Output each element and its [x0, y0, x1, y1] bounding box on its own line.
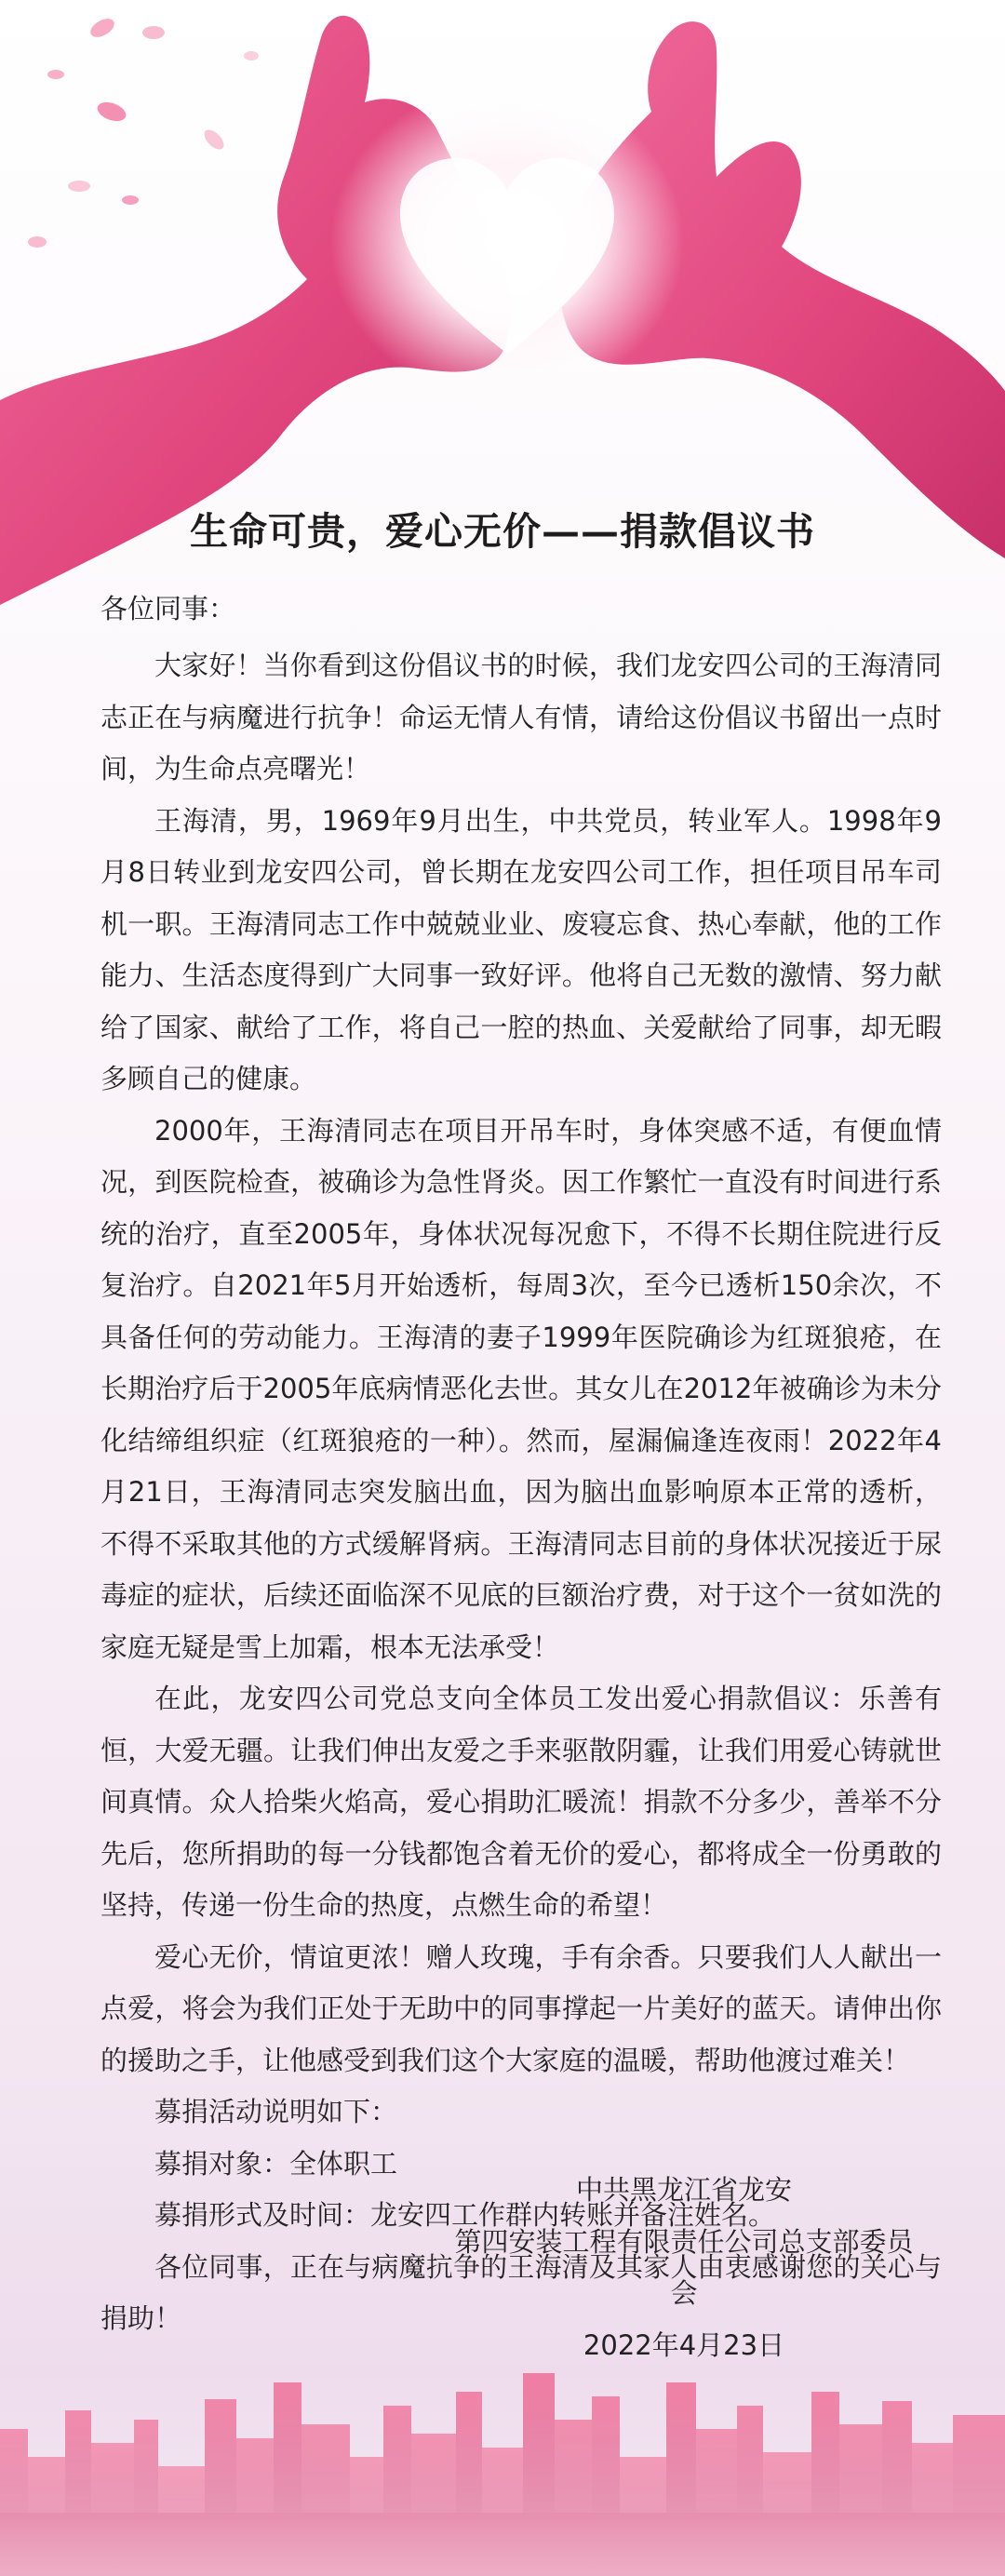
paragraph: 王海清，男，1969年9月出生，中共党员，转业军人。1998年9月8日转业到龙安四公司，曾长期在龙安四公司工作，担任项目吊车司机一职。王海清同志工作中兢兢业业、废寝忘食、热心奉献，他的工作能力、生活态度得到广大同事一致好评。他将自己无数的激情、努力献给了国家、献给了工作，将自己一腔的热血、关爱献给了同事，却无暇多顾自己的健康。 — [100, 804, 942, 1094]
paragraph: 爱心无价，情谊更浓！赠人玫瑰，手有余香。只要我们人人献出一点爱，将会为我们正处于无助中的同事撑起一片美好的蓝天。请伸出你的援助之手，让他感受到我们这个大家庭的温暖，帮助他渡过难关！ — [100, 1940, 942, 2076]
paragraph: 在此，龙安四公司党总支向全体员工发出爱心捐款倡议：乐善有恒，大爱无疆。让我们伸出友爱之手来驱散阴霾，让我们用爱心铸就世间真情。众人拾柴火焰高，爱心捐助汇暖流！捐款不分多少，善举不分先后，您所捐助的每一分钱都饱含着无价的爱心，都将成全一份勇敢的坚持，传递一份生命的热度，点燃生命的希望！ — [100, 1683, 942, 1921]
paragraph: 大家好！当你看到这份倡议书的时候，我们龙安四公司的王海清同志正在与病魔进行抗争！命运无情人有情，请给这份倡议书留出一点时间，为生命点亮曙光！ — [100, 650, 942, 785]
signature-line: 中共黑龙江省龙安 — [575, 2174, 792, 2206]
paragraph: 募捐活动说明如下： — [154, 2096, 398, 2127]
paragraph: 各位同事，正在与病魔抗争的王海清及其家人由衷感谢您的关心与捐助！ — [100, 2250, 942, 2334]
page-title: 生命可贵，爱心无价——捐款倡议书 — [190, 509, 815, 554]
paragraph: 募捐对象：全体职工 — [154, 2147, 398, 2180]
signature-date: 2022年4月23日 — [583, 2328, 785, 2361]
letter-body — [100, 640, 942, 2345]
paragraph: 2000年，王海清同志在项目开吊车时，身体突感不适，有便血情况，到医院检查，被确诊为急性肾炎。因工作繁忙一直没有时间进行系统的治疗，直至2005年，身体状况每况愈下，不得不长期住院进行反复治疗。自2021年5月开始透析，每周3次，至今已透析150余次，不具备任何的劳动能力。王海清的妻子1999年医院确诊为红斑狼疮，在长期治疗后于2005年底病情恶化去世。其女儿在2012年被确诊为未分化结缔组织症（红斑狼疮的一种）。然而，屋漏偏逢连夜雨！2022年4月21日，王海清同志突发脑出血，因为脑出血影响原本正常的透析，不得不采取其他的方式缓解肾病。王海清同志目前的身体状况接近于尿毒症的症状，后续还面临深不见底的巨额治疗费，对于这个一贫如洗的家庭无疑是雪上加霜，根本无法承受！ — [100, 1114, 942, 1663]
paragraph: 募捐形式及时间：龙安四工作群内转账并备注姓名。 — [154, 2199, 776, 2231]
salutation: 各位同事： — [100, 593, 236, 624]
signature-block — [447, 2165, 921, 2371]
signature-line: 第四安装工程有限责任公司总支部委员会 — [454, 2225, 914, 2309]
